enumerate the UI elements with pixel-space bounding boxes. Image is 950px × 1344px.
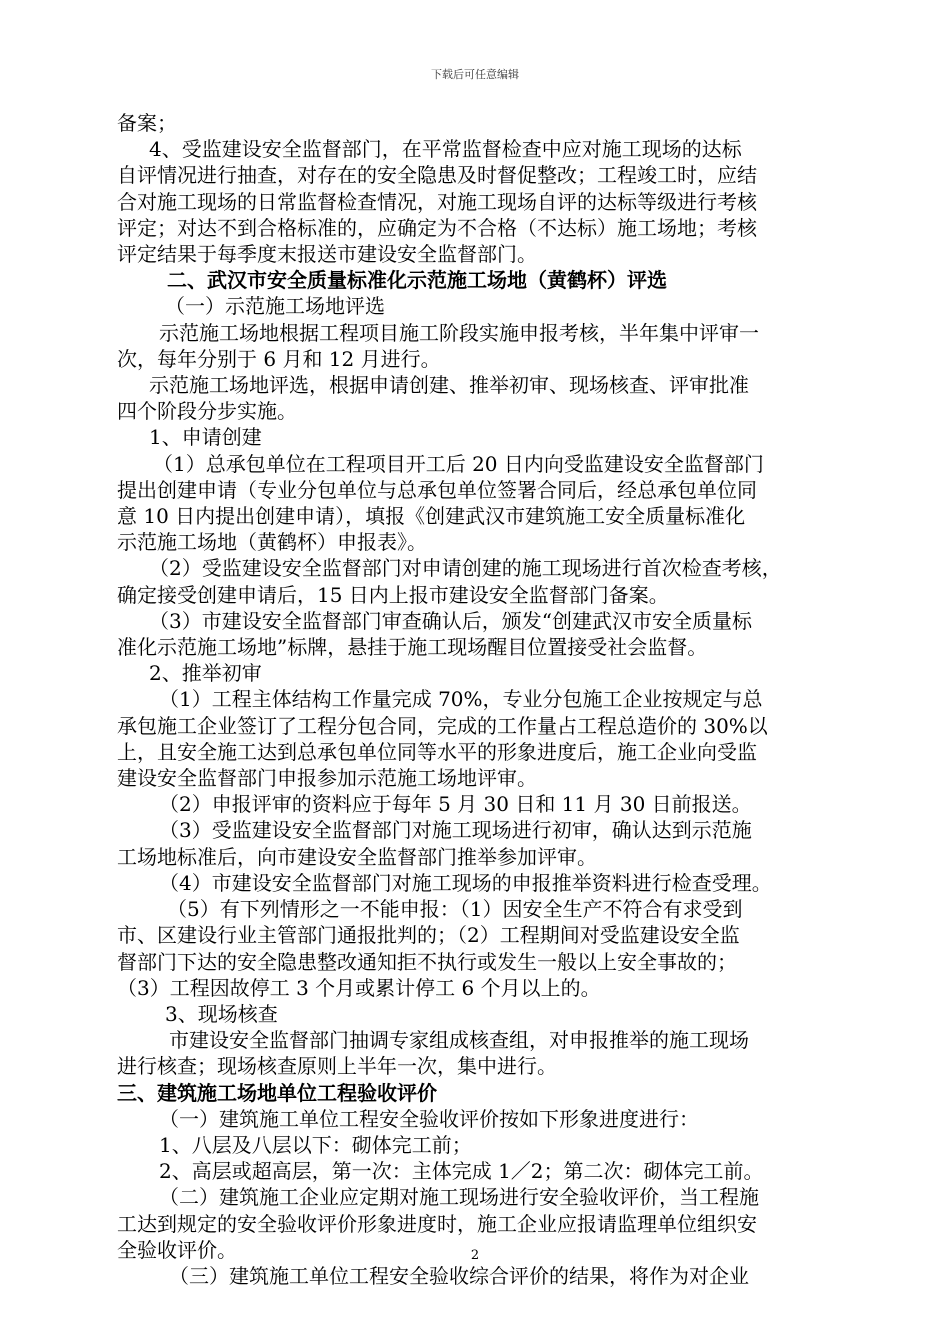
text-line: （一）建筑施工单位工程安全验收评价按如下形象进度进行： [159, 1106, 699, 1131]
text-line: （3）工程因故停工 3 个月或累计停工 6 个月以上的。 [117, 975, 601, 1000]
text-line: 合对施工现场的日常监督检查情况，对施工现场自评的达标等级进行考核 [117, 189, 757, 214]
text-line: （2）受监建设安全监督部门对申请创建的施工现场进行首次检查考核， [149, 556, 782, 581]
text-line: 备案； [117, 111, 177, 135]
text-line: 4、受监建设安全监督部门，在平常监督检查中应对施工现场的达标 [149, 137, 742, 162]
text-line: （5）有下列情形之一不能申报：（1）因安全生产不符合有求受到 [167, 897, 743, 922]
document-body [117, 110, 833, 1289]
text-line: （三）建筑施工单位工程安全验收综合评价的结果，将作为对企业 [169, 1263, 749, 1288]
text-line: （3）受监建设安全监督部门对施工现场进行初审，确认达到示范施 [159, 818, 752, 843]
page-number: 2 [470, 1248, 480, 1263]
text-line: 示范施工场地根据工程项目施工阶段实施申报考核，半年集中评审一 [159, 320, 759, 345]
text-line: 进行核查；现场核查原则上半年一次，集中进行。 [117, 1054, 557, 1079]
text-line: 3、现场核查 [165, 1001, 278, 1026]
text-line: （二）建筑施工企业应定期对施工现场进行安全验收评价，当工程施 [159, 1185, 759, 1210]
text-line: 提出创建申请（专业分包单位与总承包单位签署合同后，经总承包单位同 [117, 477, 757, 502]
text-line: 四个阶段分步实施。 [117, 399, 297, 424]
section-heading: 三、建筑施工场地单位工程验收评价 [117, 1080, 437, 1105]
section-heading: 二、武汉市安全质量标准化示范施工场地（黄鹤杯）评选 [167, 268, 667, 293]
text-line: 评定结果于每季度末报送市建设安全监督部门。 [117, 242, 537, 267]
text-line: （3）市建设安全监督部门审查确认后，颁发“创建武汉市安全质量标 [149, 608, 752, 633]
text-line: 1、八层及八层以下：砌体完工前； [159, 1132, 472, 1157]
text-line: 2、高层或超高层，第一次：主体完成 1／2；第二次：砌体完工前。 [159, 1159, 764, 1184]
text-line: 市、区建设行业主管部门通报批判的；（2）工程期间对受监建设安全监 [117, 923, 740, 948]
text-line: 确定接受创建申请后，15 日内上报市建设安全监督部门备案。 [117, 582, 669, 607]
text-line: 1、申请创建 [149, 425, 262, 450]
text-line: 上，且安全施工达到总承包单位同等水平的形象进度后，施工企业向受监 [117, 739, 757, 764]
text-line: 工场地标准后，向市建设安全监督部门推举参加评审。 [117, 844, 597, 869]
text-line: （4）市建设安全监督部门对施工现场的申报推举资料进行检查受理。 [159, 870, 772, 895]
text-line: 自评情况进行抽查，对存在的安全隐患及时督促整改；工程竣工时，应结 [117, 163, 757, 188]
text-line: 工达到规定的安全验收评价形象进度时，施工企业应报请监理单位组织安 [117, 1211, 757, 1236]
text-line: 督部门下达的安全隐患整改通知拒不执行或发生一般以上安全事故的； [117, 949, 737, 974]
text-line: 示范施工场地（黄鹤杯）申报表》。 [117, 530, 427, 555]
text-line: 意 10 日内提出创建申请），填报《创建武汉市建筑施工安全质量标准化 [117, 504, 746, 529]
text-line: 评定；对达不到合格标准的，应确定为不合格（不达标）施工场地；考核 [117, 215, 757, 240]
text-line: （2）申报评审的资料应于每年 5 月 30 日和 11 月 30 日前报送。 [159, 792, 752, 817]
text-line: 承包施工企业签订了工程分包合同，完成的工作量占工程总造价的 30%以 [117, 713, 768, 738]
text-line: 2、推举初审 [149, 661, 262, 686]
text-line: 市建设安全监督部门抽调专家组成核查组，对申报推举的施工现场 [169, 1028, 749, 1053]
text-line: 全验收评价。 [117, 1237, 237, 1262]
text-line: （一）示范施工场地评选 [165, 294, 385, 319]
text-line: （1）总承包单位在工程项目开工后 20 日内向受监建设安全监督部门 [153, 451, 764, 476]
page-header: 下载后可任意编辑 [431, 68, 519, 81]
text-line: 建设安全监督部门申报参加示范施工场地评审。 [117, 766, 537, 791]
text-line: 次，每年分别于 6 月和 12 月进行。 [117, 346, 441, 371]
text-line: 示范施工场地评选，根据申请创建、推举初审、现场核查、评审批准 [149, 373, 749, 398]
text-line: 准化示范施工场地”标牌，悬挂于施工现场醒目位置接受社会监督。 [117, 635, 708, 660]
text-line: （1）工程主体结构工作量完成 70%，专业分包施工企业按规定与总 [159, 687, 763, 712]
